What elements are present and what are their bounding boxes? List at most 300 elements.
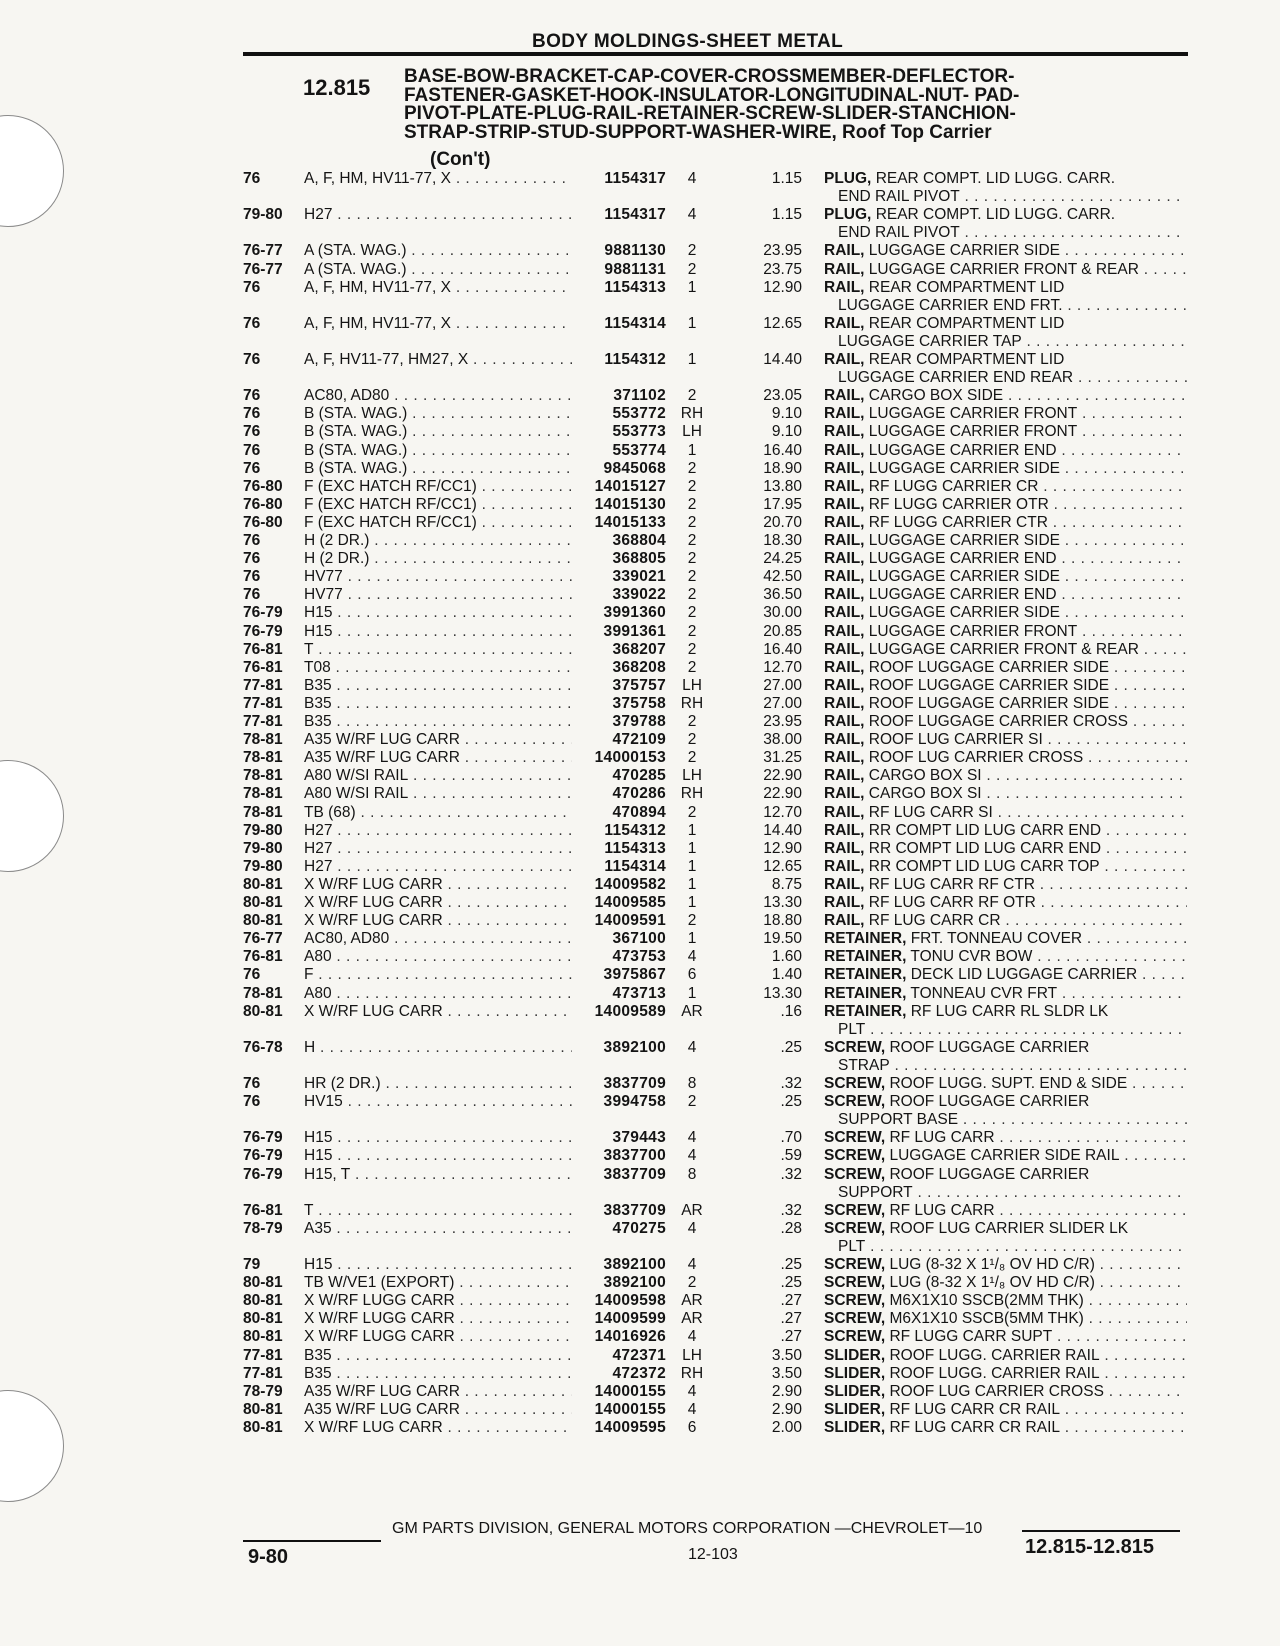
- part-number-cell: 472371: [612, 1346, 666, 1364]
- description-line: [824, 985, 1187, 1003]
- part-number-cell: 9881130: [604, 242, 666, 260]
- part-description: RF LUG CARR SI: [868, 803, 993, 821]
- models-cell: AC80, AD80 . . .: [304, 387, 572, 405]
- years-cell: 76-79: [243, 1147, 283, 1165]
- section-heading-line: BASE-BOW-BRACKET-CAP-COVER-CROSSMEMBER-DEFLECTOR-: [404, 66, 1015, 87]
- quantity-cell: 2: [687, 568, 697, 586]
- description-cell: [824, 1202, 1187, 1220]
- years-cell: 77-81: [243, 676, 283, 694]
- part-description: RF LUG CARR: [889, 1129, 995, 1147]
- part-number-cell: 14015133: [594, 513, 666, 531]
- models-cell: X W/RF LUGG CARR . . .: [304, 1292, 572, 1310]
- part-description: CARGO BOX SI: [868, 785, 982, 803]
- part-number-cell: 14009589: [594, 1002, 666, 1020]
- price-cell: 2.90: [771, 1400, 802, 1418]
- quantity-cell: 2: [687, 387, 697, 405]
- part-description: LUGGAGE CARRIER FRONT & REAR: [868, 260, 1139, 278]
- quantity-cell: 4: [687, 1400, 697, 1418]
- part-name: RETAINER,: [824, 930, 907, 948]
- part-description: M6X1X10 SSCB(2MM THK): [889, 1292, 1084, 1310]
- price-cell: 17.95: [763, 495, 802, 513]
- part-number-cell: 473753: [612, 948, 666, 966]
- part-number-cell: 1154313: [604, 839, 666, 857]
- quantity-cell: 1: [687, 875, 697, 893]
- part-description: ROOF LUGGAGE CARRIER SIDE: [868, 658, 1110, 676]
- part-description: ROOF LUGGAGE CARRIER: [889, 1093, 1090, 1111]
- part-description-continued: STRAP . . .: [824, 1057, 1187, 1075]
- description-line: [824, 1256, 1187, 1274]
- price-cell: 36.50: [763, 586, 802, 604]
- part-description: LUGGAGE CARRIER SIDE: [868, 459, 1060, 477]
- price-cell: 3.50: [771, 1346, 802, 1364]
- years-cell: 76: [243, 550, 261, 568]
- price-cell: .27: [780, 1310, 802, 1328]
- description-line: [824, 1401, 1187, 1419]
- quantity-cell: 2: [687, 658, 697, 676]
- part-description: DECK LID LUGGAGE CARRIER: [910, 966, 1138, 984]
- quantity-cell: LH: [682, 1346, 702, 1364]
- part-description: REAR COMPARTMENT LID: [868, 278, 1065, 296]
- part-number-cell: 1154314: [604, 857, 666, 875]
- years-cell: 76-81: [243, 640, 283, 658]
- part-description: RF LUG CARR RL SLDR LK: [910, 1002, 1109, 1020]
- description-line: [824, 876, 1187, 894]
- models-cell: H15 . . .: [304, 1256, 572, 1274]
- description-line: [824, 659, 1187, 677]
- description-line: [824, 442, 1187, 460]
- part-name: SCREW,: [824, 1219, 886, 1237]
- years-cell: 80-81: [243, 1328, 283, 1346]
- years-cell: 76: [243, 314, 261, 332]
- description-cell: [824, 532, 1187, 550]
- description-line: [824, 966, 1187, 984]
- quantity-cell: 6: [687, 966, 697, 984]
- part-description: LUGGAGE CARRIER SIDE RAIL: [889, 1147, 1120, 1165]
- part-number-cell: 470894: [612, 803, 666, 821]
- quantity-cell: 2: [687, 749, 697, 767]
- years-cell: 78-81: [243, 984, 283, 1002]
- years-cell: 78-81: [243, 749, 283, 767]
- part-name: RAIL,: [824, 839, 865, 857]
- years-cell: 76: [243, 387, 261, 405]
- description-line: [824, 387, 1187, 405]
- part-description: RF LUGG CARRIER CR: [868, 477, 1039, 495]
- part-description: LUGGAGE CARRIER FRONT: [868, 622, 1078, 640]
- models-cell: A80 W/SI RAIL . . .: [304, 785, 572, 803]
- price-cell: 18.80: [763, 912, 802, 930]
- section-heading-last-rest: Roof Top Carrier: [836, 121, 992, 143]
- models-cell: F . . .: [304, 966, 572, 984]
- quantity-cell: 2: [687, 622, 697, 640]
- part-description: ROOF LUGG. CARRIER RAIL: [889, 1364, 1100, 1382]
- part-description: RF LUG CARR CR RAIL: [889, 1418, 1060, 1436]
- part-name: RAIL,: [824, 785, 865, 803]
- models-cell: F (EXC HATCH RF/CC1) . . .: [304, 496, 572, 514]
- description-line: [824, 623, 1187, 641]
- quantity-cell: 1: [687, 821, 697, 839]
- description-line: [824, 1310, 1187, 1328]
- part-number-cell: 3892100: [603, 1038, 666, 1056]
- part-number-cell: 3994758: [603, 1093, 666, 1111]
- models-cell: F (EXC HATCH RF/CC1) . . .: [304, 478, 572, 496]
- price-cell: .28: [780, 1219, 802, 1237]
- description-cell: [824, 749, 1187, 767]
- models-cell: A35 . . .: [304, 1220, 572, 1238]
- part-number-cell: 368208: [612, 658, 666, 676]
- part-description: LUGGAGE CARRIER END: [868, 441, 1057, 459]
- part-description: M6X1X10 SSCB(5MM THK): [889, 1310, 1084, 1328]
- description-cell: [824, 894, 1187, 912]
- price-cell: 23.95: [763, 242, 802, 260]
- quantity-cell: AR: [681, 1310, 703, 1328]
- years-cell: 80-81: [243, 1418, 283, 1436]
- quantity-cell: 2: [687, 1274, 697, 1292]
- description-cell: [824, 586, 1187, 604]
- part-description: LUGGAGE CARRIER SIDE: [868, 568, 1060, 586]
- part-number-cell: 14009591: [594, 912, 666, 930]
- quantity-cell: 4: [687, 1382, 697, 1400]
- quantity-cell: 2: [687, 495, 697, 513]
- description-cell: [824, 478, 1187, 496]
- description-line: [824, 405, 1187, 423]
- part-description: ROOF LUGGAGE CARRIER SIDE: [868, 694, 1110, 712]
- section-heading-last-bold: STRAP-STRIP-STUD-SUPPORT-WASHER-WIRE,: [404, 121, 837, 143]
- quantity-cell: 4: [687, 1147, 697, 1165]
- part-name: SCREW,: [824, 1256, 886, 1273]
- models-cell: HV77 . . .: [304, 586, 572, 604]
- part-name: RAIL,: [824, 387, 865, 405]
- part-description: RF LUGG CARRIER OTR: [868, 495, 1049, 513]
- footer-publisher: GM PARTS DIVISION, GENERAL MOTORS CORPORATION —CHEVROLET—10: [392, 1520, 983, 1537]
- part-name: RAIL,: [824, 586, 865, 604]
- quantity-cell: 1: [687, 278, 697, 296]
- part-name: SLIDER,: [824, 1400, 886, 1418]
- years-cell: 76-81: [243, 948, 283, 966]
- description-cell: [824, 351, 1187, 387]
- description-line: [824, 478, 1187, 496]
- part-number-cell: 1154312: [604, 351, 666, 368]
- quantity-cell: 8: [687, 1165, 697, 1183]
- models-cell: H27 . . .: [304, 206, 572, 224]
- part-number-cell: 339022: [612, 586, 666, 604]
- years-cell: 76: [243, 441, 261, 459]
- price-cell: 16.40: [763, 640, 802, 658]
- description-cell: [824, 1166, 1187, 1202]
- quantity-cell: 4: [687, 170, 697, 187]
- part-number-cell: 553774: [612, 441, 666, 459]
- price-cell: 20.85: [763, 622, 802, 640]
- years-cell: 77-81: [243, 1346, 283, 1364]
- footer-date: 9-80: [248, 1546, 289, 1568]
- description-cell: [824, 966, 1187, 984]
- price-cell: .70: [780, 1129, 802, 1147]
- years-cell: 78-79: [243, 1382, 283, 1400]
- years-cell: 78-81: [243, 767, 283, 785]
- models-cell: A35 W/RF LUG CARR . . .: [304, 731, 572, 749]
- part-number-cell: 379443: [612, 1129, 666, 1147]
- part-number-cell: 3837700: [603, 1147, 666, 1165]
- description-line: [824, 1274, 1187, 1292]
- price-cell: 24.25: [763, 550, 802, 568]
- part-number-cell: 14009585: [594, 894, 666, 911]
- description-line: [824, 840, 1187, 858]
- part-name: SCREW,: [824, 1310, 886, 1328]
- quantity-cell: 1: [687, 314, 697, 332]
- description-cell: [824, 514, 1187, 532]
- description-line: [824, 206, 1187, 224]
- part-description: LUGGAGE CARRIER FRONT & REAR: [868, 640, 1139, 658]
- description-cell: [824, 985, 1187, 1003]
- price-cell: 14.40: [763, 821, 802, 839]
- part-number-cell: 14000155: [594, 1400, 666, 1418]
- quantity-cell: RH: [680, 405, 704, 423]
- quantity-cell: 4: [687, 1038, 697, 1056]
- models-cell: H . . .: [304, 1039, 572, 1057]
- part-name: PLUG,: [824, 170, 872, 187]
- part-name: SCREW,: [824, 1328, 886, 1346]
- part-name: SLIDER,: [824, 1346, 886, 1364]
- description-cell: [824, 659, 1187, 677]
- part-number-cell: 470275: [612, 1219, 666, 1237]
- price-cell: 23.95: [763, 713, 802, 730]
- models-cell: A (STA. WAG.) . . .: [304, 242, 572, 260]
- models-cell: B35 . . .: [304, 1347, 572, 1365]
- price-cell: 23.75: [763, 260, 802, 278]
- part-name: RAIL,: [824, 405, 865, 423]
- part-number-cell: 3991360: [603, 604, 666, 622]
- quantity-cell: 2: [687, 586, 697, 604]
- part-number-cell: 368805: [612, 550, 666, 568]
- part-name: RAIL,: [824, 894, 865, 911]
- part-number-cell: 470286: [612, 785, 666, 803]
- price-cell: 27.00: [763, 694, 802, 712]
- part-name: RAIL,: [824, 676, 865, 694]
- quantity-cell: 2: [687, 242, 697, 260]
- models-cell: TB (68) . . .: [304, 804, 572, 822]
- section-heading-line: FASTENER-GASKET-HOOK-INSULATOR-LONGITUDINAL-NUT- PAD-: [404, 84, 1020, 106]
- description-line: [824, 550, 1187, 568]
- price-cell: .27: [780, 1328, 802, 1346]
- description-cell: [824, 242, 1187, 260]
- description-line: [824, 641, 1187, 659]
- part-name: RETAINER,: [824, 1002, 907, 1020]
- price-cell: 42.50: [763, 568, 802, 586]
- models-cell: A80 W/SI RAIL . . .: [304, 767, 572, 785]
- models-cell: T . . .: [304, 641, 572, 659]
- part-number-cell: 1154317: [604, 170, 666, 187]
- part-name: SLIDER,: [824, 1382, 886, 1400]
- description-cell: [824, 496, 1187, 514]
- part-name: SCREW,: [824, 1147, 886, 1165]
- years-cell: 76-78: [243, 1038, 283, 1056]
- part-name: RAIL,: [824, 550, 865, 568]
- price-cell: 38.00: [763, 731, 802, 749]
- part-name: RAIL,: [824, 821, 865, 839]
- part-name: RAIL,: [824, 278, 865, 296]
- description-cell: [824, 460, 1187, 478]
- description-cell: [824, 948, 1187, 966]
- models-cell: X W/RF LUG CARR . . .: [304, 912, 572, 930]
- description-cell: [824, 1274, 1187, 1292]
- description-cell: [824, 695, 1187, 713]
- description-line: [824, 695, 1187, 713]
- price-cell: 2.90: [771, 1382, 802, 1400]
- part-description: LUG (8-32 X 1¹/₈ OV HD C/R): [889, 1274, 1095, 1292]
- price-cell: .27: [780, 1292, 802, 1310]
- part-number-cell: 14009582: [594, 875, 666, 893]
- part-description: LUGGAGE CARRIER SIDE: [868, 242, 1060, 260]
- price-cell: 22.90: [763, 767, 802, 785]
- models-cell: A, F, HM, HV11-77, X . . .: [304, 315, 572, 333]
- quantity-cell: LH: [682, 423, 702, 441]
- part-number-cell: 379788: [612, 713, 666, 730]
- years-cell: 80-81: [243, 1002, 283, 1020]
- years-cell: 80-81: [243, 1310, 283, 1328]
- part-number-cell: 1154313: [604, 278, 666, 296]
- part-name: RAIL,: [824, 532, 865, 549]
- description-cell: [824, 1256, 1187, 1274]
- description-cell: [824, 1093, 1187, 1129]
- description-line: [824, 731, 1187, 749]
- part-number-cell: 3991361: [603, 622, 666, 640]
- years-cell: 76: [243, 1093, 261, 1111]
- part-number-cell: 14000155: [594, 1382, 666, 1400]
- part-name: RETAINER,: [824, 984, 907, 1002]
- quantity-cell: 2: [687, 713, 697, 730]
- models-cell: X W/RF LUG CARR . . .: [304, 1003, 572, 1021]
- quantity-cell: 1: [687, 857, 697, 875]
- models-cell: H15 . . .: [304, 623, 572, 641]
- years-cell: 76: [243, 423, 261, 441]
- part-description: LUGGAGE CARRIER FRONT: [868, 405, 1078, 423]
- years-cell: 76: [243, 459, 261, 477]
- years-cell: 80-81: [243, 1274, 283, 1292]
- description-line: [824, 1147, 1187, 1165]
- part-name: SCREW,: [824, 1093, 886, 1111]
- part-name: RAIL,: [824, 694, 865, 712]
- years-cell: 78-81: [243, 785, 283, 803]
- years-cell: 77-81: [243, 713, 283, 730]
- years-cell: 76-80: [243, 495, 283, 513]
- part-description-continued: LUGGAGE CARRIER TAP . . .: [824, 333, 1187, 351]
- price-cell: 2.00: [771, 1418, 802, 1436]
- price-cell: 18.90: [763, 459, 802, 477]
- description-line: [824, 785, 1187, 803]
- description-cell: [824, 387, 1187, 405]
- part-description-continued: LUGGAGE CARRIER END FRT. . . .: [824, 297, 1187, 315]
- quantity-cell: 2: [687, 477, 697, 495]
- part-description: CARGO BOX SIDE: [868, 387, 1004, 405]
- price-cell: .32: [780, 1165, 802, 1183]
- models-cell: T . . .: [304, 1202, 572, 1220]
- description-cell: [824, 767, 1187, 785]
- models-cell: H15, T . . .: [304, 1166, 572, 1184]
- price-cell: 12.70: [763, 658, 802, 676]
- part-description: LUGGAGE CARRIER SIDE: [868, 604, 1060, 622]
- quantity-cell: 2: [687, 912, 697, 930]
- part-description: REAR COMPT. LID LUGG. CARR.: [875, 206, 1116, 224]
- price-cell: .32: [780, 1075, 802, 1092]
- part-description: RF LUGG CARR SUPT: [889, 1328, 1053, 1346]
- description-cell: [824, 405, 1187, 423]
- models-cell: A, F, HM, HV11-77, X . . .: [304, 279, 572, 297]
- description-line: [824, 930, 1187, 948]
- description-line: [824, 315, 1187, 333]
- part-number-cell: 375757: [612, 676, 666, 694]
- footer-section-range: 12.815-12.815: [1025, 1536, 1155, 1558]
- description-cell: [824, 623, 1187, 641]
- part-name: RAIL,: [824, 640, 865, 658]
- description-cell: [824, 1401, 1187, 1419]
- part-name: SCREW,: [824, 1038, 886, 1056]
- description-line: [824, 749, 1187, 767]
- models-cell: X W/RF LUG CARR . . .: [304, 876, 572, 894]
- part-number-cell: 14015130: [594, 495, 666, 513]
- years-cell: 76-81: [243, 658, 283, 676]
- part-description-continued: END RAIL PIVOT . . .: [824, 188, 1187, 206]
- quantity-cell: 2: [687, 459, 697, 477]
- part-number-cell: 553773: [612, 423, 666, 441]
- description-cell: [824, 1310, 1187, 1328]
- description-line: [824, 1347, 1187, 1365]
- description-cell: [824, 604, 1187, 622]
- quantity-cell: LH: [682, 676, 702, 694]
- part-number-cell: 339021: [612, 568, 666, 586]
- years-cell: 76: [243, 351, 261, 368]
- part-number-cell: 9845068: [603, 459, 666, 477]
- part-name: SLIDER,: [824, 1418, 886, 1436]
- price-cell: 27.00: [763, 676, 802, 694]
- part-number-cell: 14000153: [594, 749, 666, 767]
- years-cell: 76-79: [243, 622, 283, 640]
- description-cell: [824, 423, 1187, 441]
- section-heading-line: [404, 121, 1184, 143]
- models-cell: H27 . . .: [304, 840, 572, 858]
- years-cell: 79-80: [243, 839, 283, 857]
- models-cell: B (STA. WAG.) . . .: [304, 442, 572, 460]
- part-number-cell: 14015127: [594, 477, 666, 495]
- years-cell: 78-81: [243, 731, 283, 749]
- models-cell: H (2 DR.) . . .: [304, 532, 572, 550]
- part-name: RAIL,: [824, 767, 865, 785]
- description-cell: [824, 731, 1187, 749]
- description-cell: [824, 713, 1187, 731]
- price-cell: .16: [780, 1002, 802, 1020]
- part-description-continued: SUPPORT . . .: [824, 1184, 1187, 1202]
- part-name: RAIL,: [824, 441, 865, 459]
- description-cell: [824, 279, 1187, 315]
- part-number-cell: 9881131: [604, 260, 666, 278]
- description-line: [824, 1129, 1187, 1147]
- part-description: ROOF LUG CARRIER SLIDER LK: [889, 1219, 1129, 1237]
- description-cell: [824, 822, 1187, 840]
- years-cell: 76: [243, 568, 261, 586]
- price-cell: 22.90: [763, 785, 802, 803]
- part-name: RAIL,: [824, 314, 865, 332]
- models-cell: H27 . . .: [304, 822, 572, 840]
- description-cell: [824, 876, 1187, 894]
- description-line: [824, 351, 1187, 369]
- description-cell: [824, 442, 1187, 460]
- description-cell: [824, 1003, 1187, 1039]
- price-cell: 12.90: [763, 278, 802, 296]
- part-number-cell: 14009599: [594, 1310, 666, 1328]
- part-name: RAIL,: [824, 423, 865, 441]
- quantity-cell: 4: [687, 1256, 697, 1273]
- quantity-cell: AR: [681, 1002, 703, 1020]
- part-description: REAR COMPARTMENT LID: [868, 314, 1065, 332]
- description-cell: [824, 1328, 1187, 1346]
